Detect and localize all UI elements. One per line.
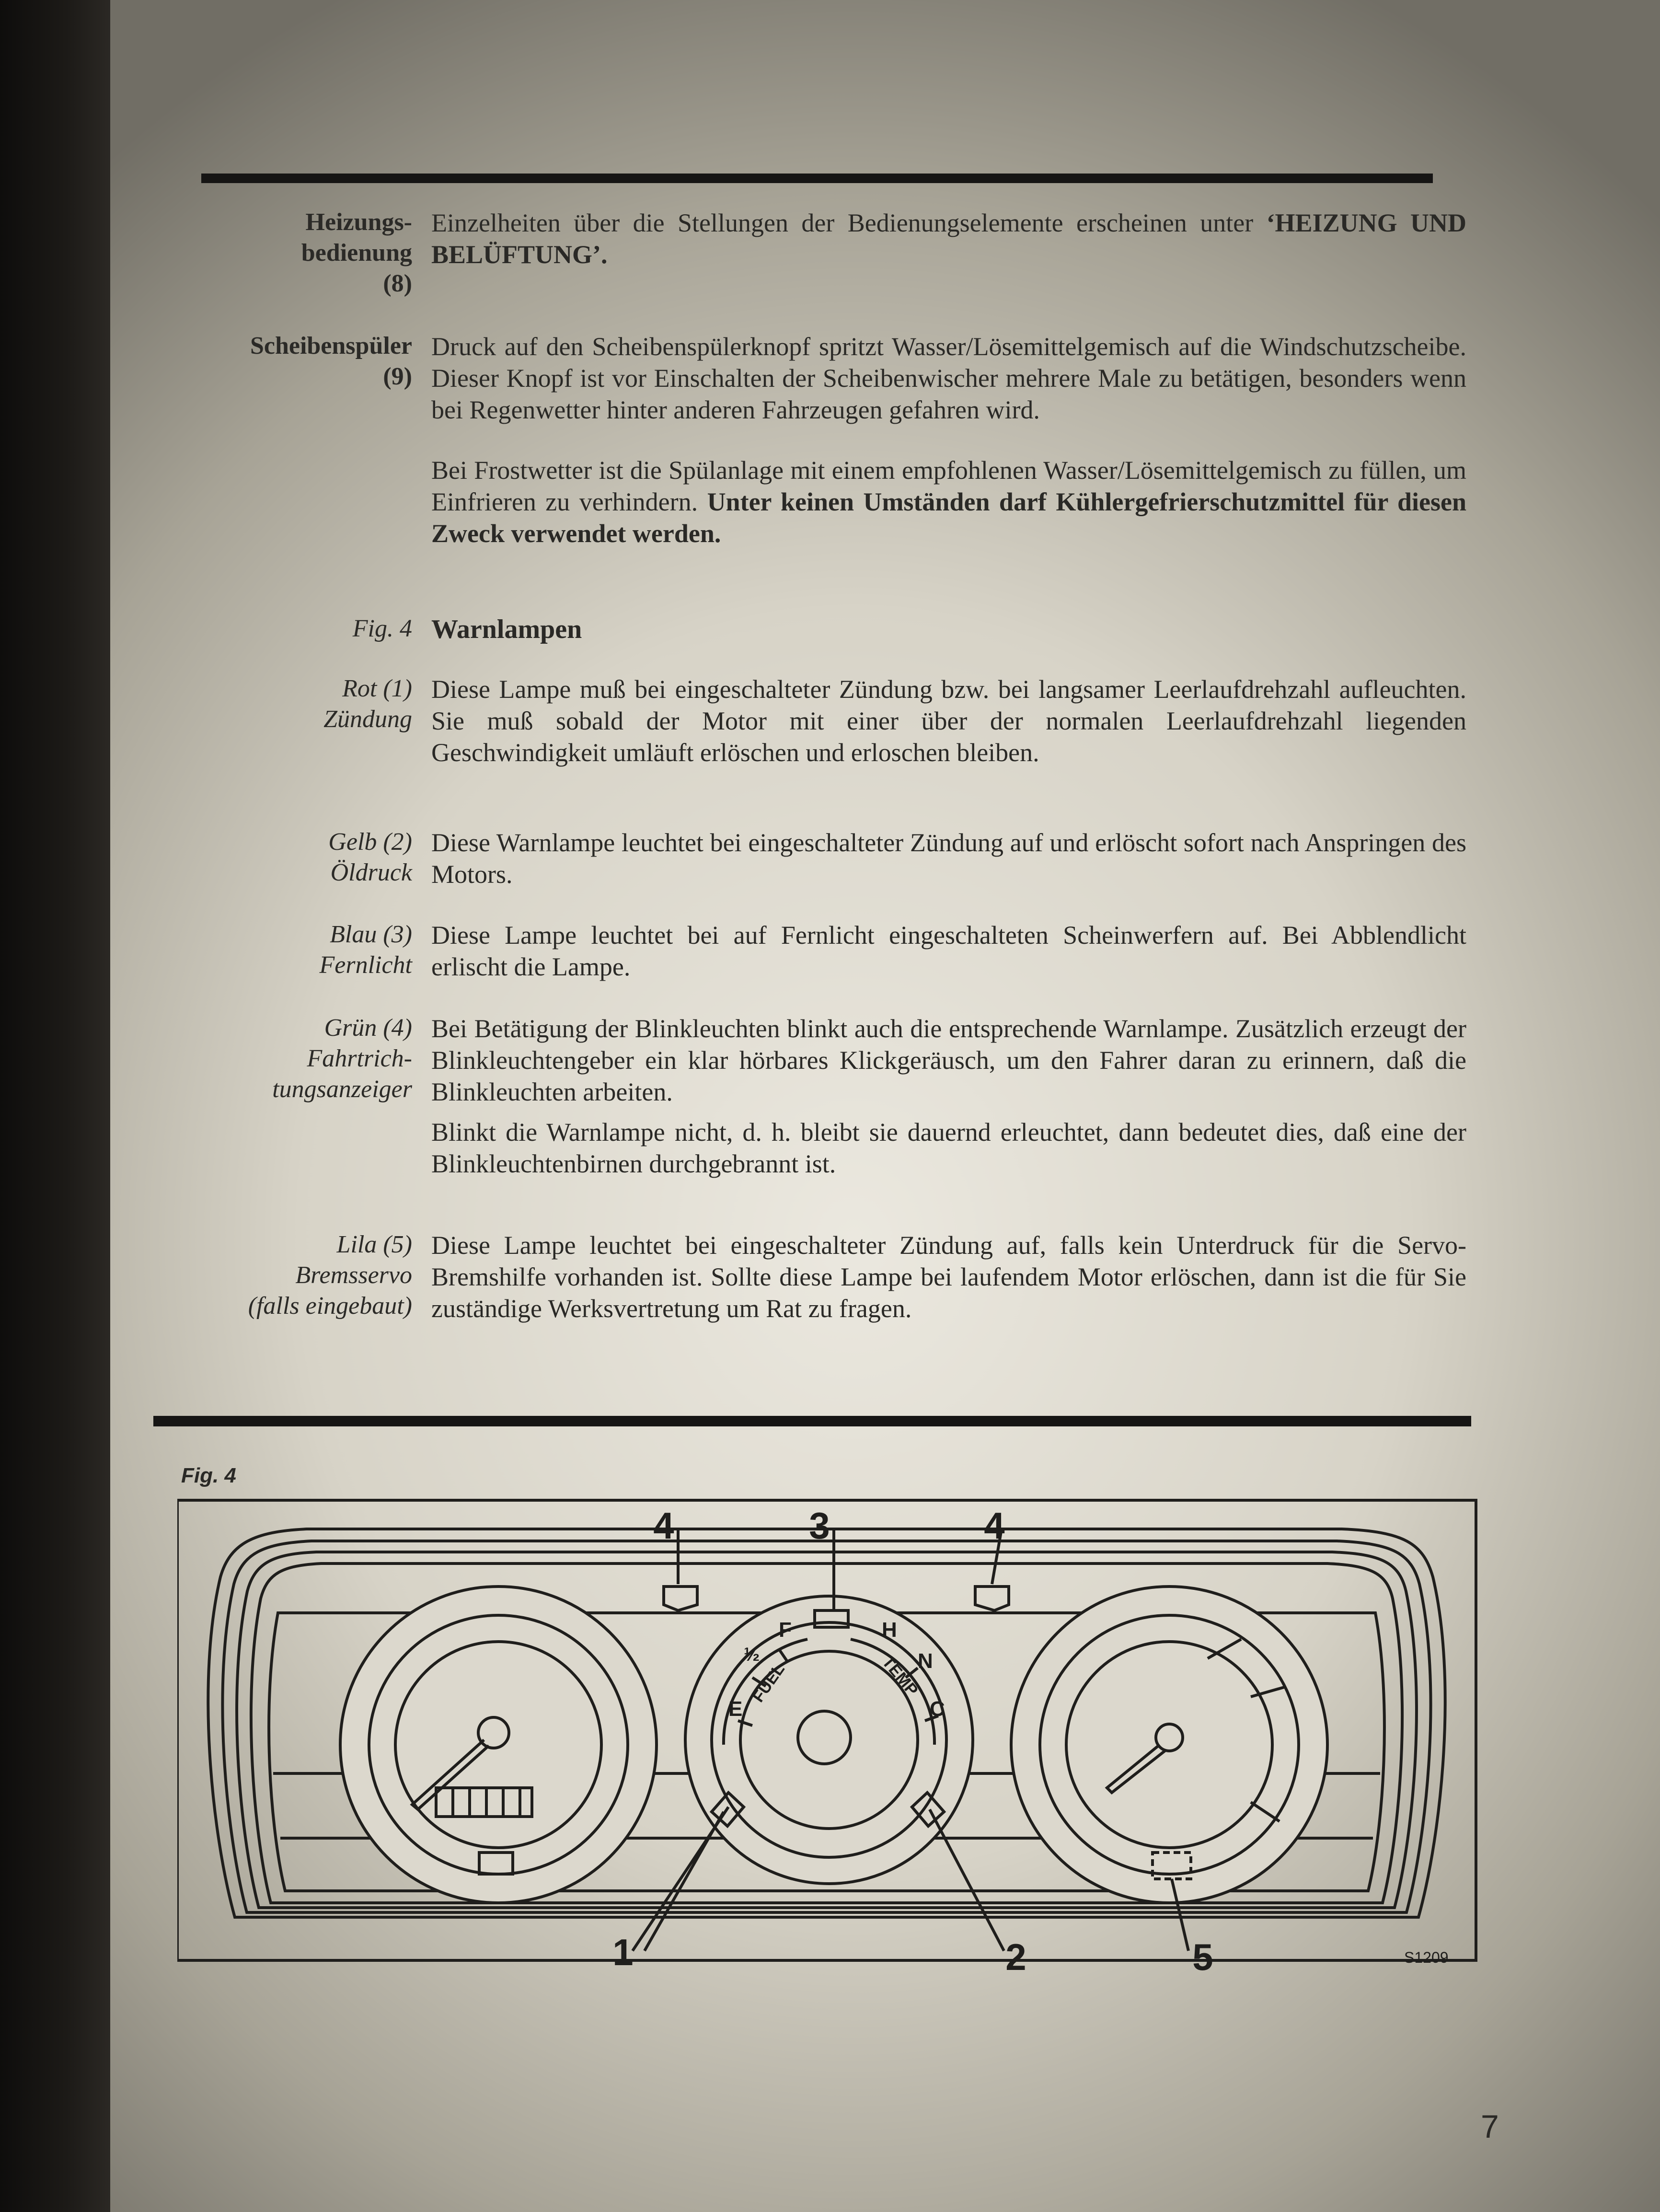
callout-4-left: 4 <box>653 1505 674 1547</box>
paragraph: Druck auf den Scheibenspülerknopf spritzt Wasser/Lösemittelgemisch auf die Windschutzscheibe. Dieser Knopf ist vor Einschalten der Scheibenwischer mehrere Male zu betätigen, besonders wenn bei Regenwetter hinter anderen Fahrzeugen gefahren wird. <box>431 332 1466 424</box>
leader-1 <box>633 1807 728 1951</box>
drawing-code: S1209 <box>1404 1949 1449 1966</box>
entry-heizungsbedienung <box>144 207 1466 299</box>
temp-normal-mark: N <box>918 1649 933 1673</box>
combi-gauge-outer <box>685 1596 973 1884</box>
section-heading: Warnlampen <box>431 614 582 644</box>
callout-1: 1 <box>612 1931 634 1973</box>
entry-gelb-oeldruck <box>144 827 1466 890</box>
entry-body <box>431 673 1466 768</box>
entry-body <box>431 827 1466 890</box>
callout-4-right: 4 <box>984 1505 1005 1547</box>
page-number: 7 <box>1481 2108 1499 2145</box>
entry-label: Grün (4) Fahrtrich- tungsanzeiger <box>272 1014 412 1103</box>
top-rule <box>201 174 1433 183</box>
indicator-lamp-right <box>975 1587 1009 1610</box>
entry-label: Lila (5) Bremsservo (falls eingebaut) <box>248 1231 412 1320</box>
entry-body <box>431 207 1466 270</box>
entry-label: Gelb (2) Öldruck <box>328 828 412 886</box>
indicator-lamp-left <box>664 1587 697 1610</box>
callout-3: 3 <box>809 1505 830 1547</box>
fuel-half-mark: ½ <box>744 1644 760 1665</box>
paragraph: Diese Lampe muß bei eingeschalteter Zündung bzw. bei langsamer Leerlaufdrehzahl aufleuchten. Sie muß sobald der Motor mit einer über der normalen Leerlaufdrehzahl liegenden Geschwindigkeit umläuft erlöschen und erloschen bleiben. <box>431 675 1466 767</box>
figure-reference: Fig. 4 <box>352 615 412 642</box>
entry-scheibenspueler <box>144 331 1466 549</box>
entry-body <box>431 331 1466 549</box>
entry-fig4-heading <box>144 614 1466 645</box>
paragraph: Bei Betätigung der Blinkleuchten blinkt auch die entsprechende Warnlampe. Zusätzlich erzeugt der Blinkleuchtengeber ein klar hörbares Klickgeräusch, um den Fahrer daran zu erinnern, daß die Blinkleuchten arbeiten. <box>431 1014 1466 1106</box>
fuel-label: FUEL <box>749 1660 788 1706</box>
fuel-empty-mark: E <box>728 1697 743 1721</box>
entry-gruen-fahrtrichtungsanzeiger <box>144 1013 1466 1180</box>
callout-2: 2 <box>1005 1936 1026 1975</box>
paragraph: Diese Warnlampe leuchtet bei eingeschalteter Zündung auf und erlöscht sofort nach Anspringen des Motors. <box>431 828 1466 889</box>
fuel-full-mark: F <box>779 1618 792 1642</box>
paragraph: Diese Lampe leuchtet bei auf Fernlicht eingeschalteten Scheinwerfern auf. Bei Abblendlicht erlischt die Lampe. <box>431 921 1466 981</box>
figure-rule <box>153 1416 1471 1426</box>
callout-5: 5 <box>1192 1936 1213 1975</box>
figure-caption: Fig. 4 <box>181 1464 236 1487</box>
leader-2 <box>930 1809 1004 1951</box>
dashboard-illustration <box>177 1495 1481 1975</box>
entry-label: Heizungs- bedienung (8) <box>301 208 412 297</box>
speedometer-outer <box>340 1587 657 1903</box>
entry-body <box>431 919 1466 983</box>
entry-body <box>431 1229 1466 1324</box>
entry-blau-fernlicht <box>144 919 1466 983</box>
dashboard-figure <box>177 1495 1481 1975</box>
paragraph: Bei Frostwetter ist die Spülanlage mit einem empfohlenen Wasser/Lösemittelgemisch zu füllen, um Einfrieren zu verhindern. Unter keinen Umständen darf Kühlergefrierschutzmittel für diesen Zweck verwendet werden. <box>431 456 1467 548</box>
entry-label: Blau (3) Fernlicht <box>319 921 412 979</box>
entry-label: Scheibenspüler (9) <box>250 332 412 390</box>
temp-label: TEMP <box>878 1653 922 1700</box>
entry-rot-zuendung <box>144 673 1466 768</box>
temp-cold-mark: C <box>930 1697 945 1721</box>
entry-body <box>431 1013 1466 1180</box>
tachometer-outer <box>1011 1587 1327 1903</box>
temp-hot-mark: H <box>882 1618 897 1642</box>
entry-label: Rot (1) Zündung <box>323 675 412 733</box>
book-spine-shadow <box>0 0 110 2212</box>
paragraph: Blinkt die Warnlampe nicht, d. h. bleibt sie dauernd erleuchtet, dann bedeutet dies, daß eine der Blinkleuchtenbirnen durchgebrannt ist. <box>431 1118 1466 1178</box>
paragraph: Einzelheiten über die Stellungen der Bedienungselemente erscheinen unter ‘HEIZUNG UND BELÜFTUNG’. <box>431 208 1466 269</box>
entry-lila-bremsservo <box>144 1229 1466 1324</box>
paragraph: Diese Lampe leuchtet bei eingeschalteter Zündung auf, falls kein Unterdruck für die Servo-Bremshilfe vorhanden ist. Sollte diese Lampe bei laufendem Motor erlöschen, dann ist die für Sie zuständige Werksvertretung um Rat zu fragen. <box>431 1231 1466 1323</box>
